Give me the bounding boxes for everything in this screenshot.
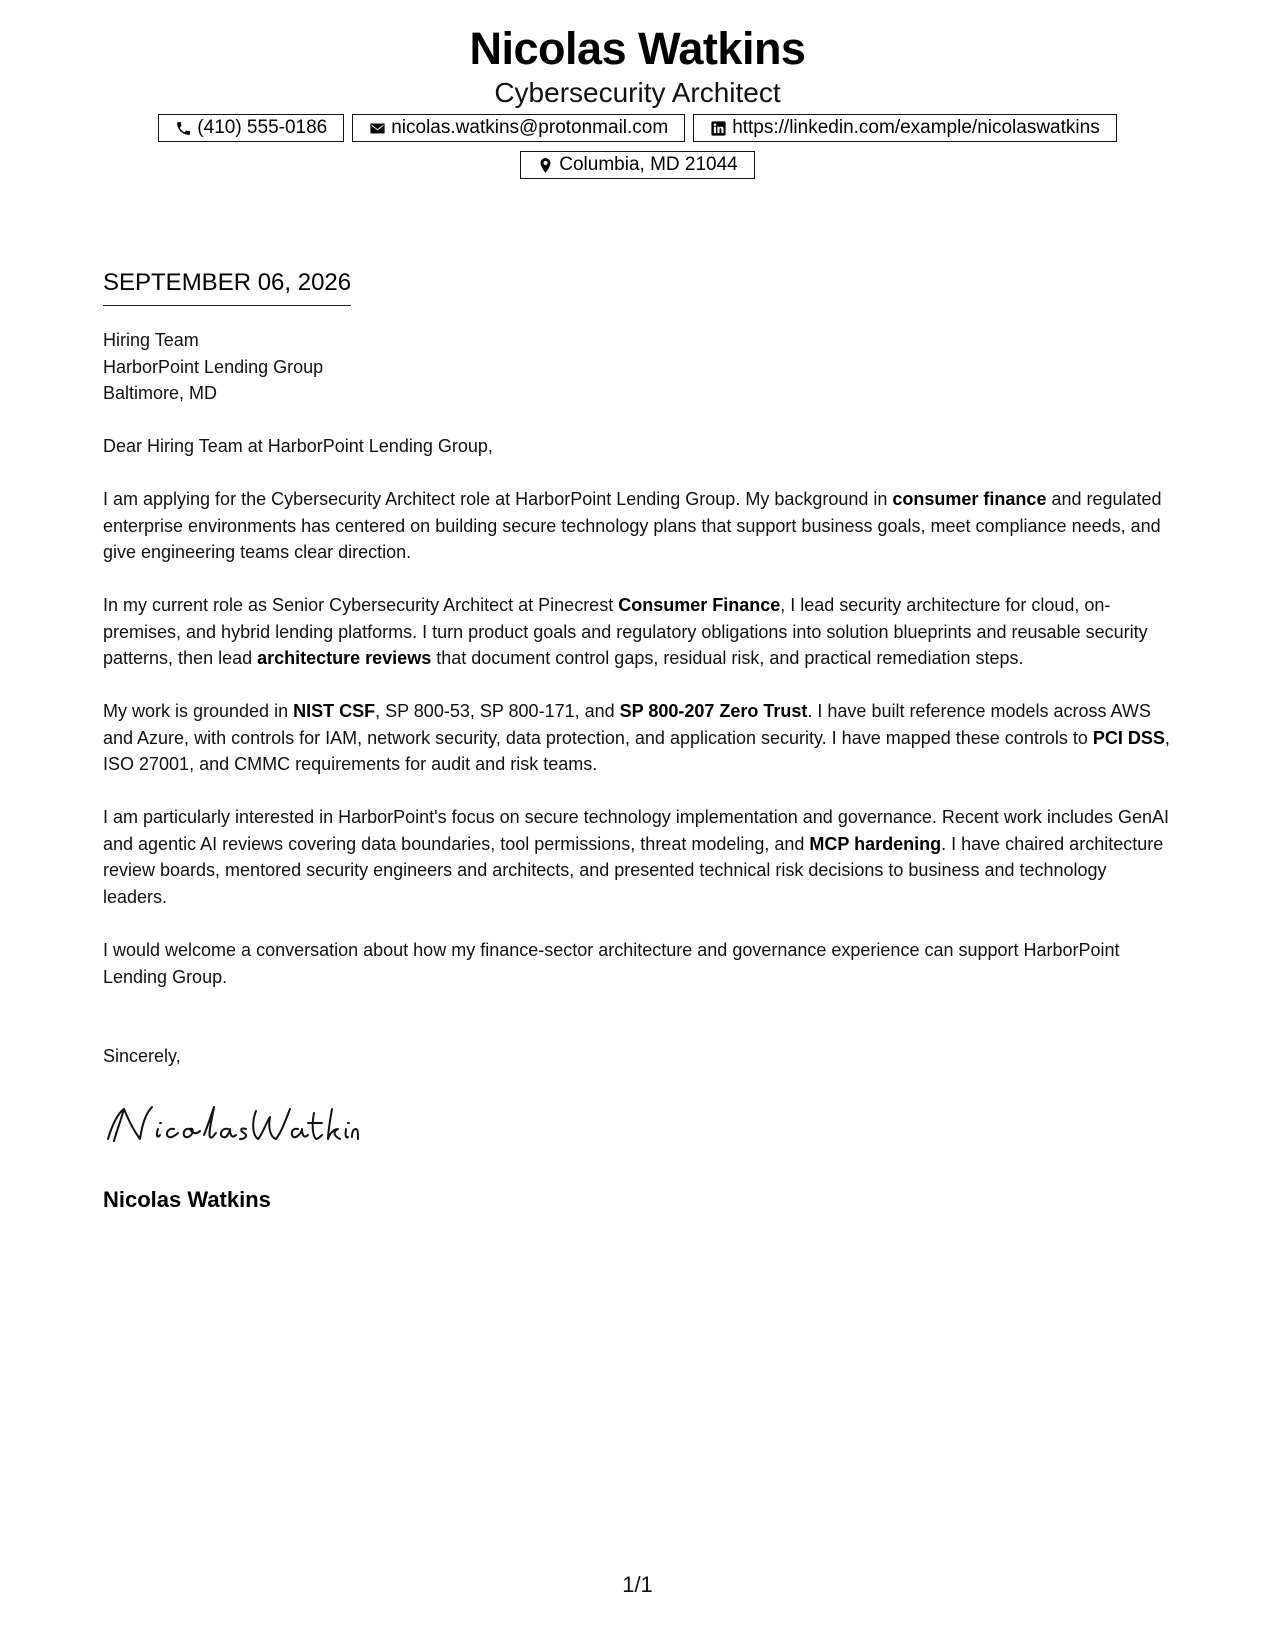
envelope-icon [369,120,386,137]
bold-phrase: architecture reviews [257,648,432,668]
bold-phrase: NIST CSF [293,701,376,721]
linkedin-icon [710,120,727,137]
signer-name: Nicolas Watkins [103,1187,271,1212]
text: . I have chaired architecture review boards, mentored security engineers and architects, and presented technical risk decisions to business and technology leaders. [103,833,1164,907]
text: I am particularly interested in HarborPoint's focus on secure technology implementation and governance. Recent work includes GenAI and agentic AI reviews covering data boundaries, tool permissions, threat modeling, and [103,807,1169,854]
text: , I lead security architecture for cloud, on-premises, and hybrid lending platforms. I turn product goals and regulatory obligations into solution blueprints and reusable security patterns, then lead [103,595,1148,668]
closing: Sincerely, [103,1046,181,1066]
phone-number: (410) 555-0186 [197,117,328,138]
email-address: nicolas.watkins@protonmail.com [391,117,669,138]
bold-phrase: PCI DSS [1092,727,1165,748]
text: . I have built reference models across AWS and Azure, with controls for IAM, network security, data protection, and application security. I have mapped these controls to [103,701,1151,748]
applicant-name: Nicolas Watkins [469,23,806,74]
letter-date: SEPTEMBER 06, 2026 [103,268,351,306]
email-contact[interactable] [352,114,685,142]
text: I am applying for the Cybersecurity Architect role at HarborPoint Lending Group. My background in [103,489,893,509]
text: , SP 800-53, SP 800-171, and [375,701,620,721]
text: I would welcome a conversation about how my finance-sector architecture and governance experience can support HarborPoint Lending Group. [103,940,1120,987]
paragraph-2 [103,592,1173,672]
text: In my current role as Senior Cybersecurity Architect at Pinecrest [103,595,619,615]
page-number: 1/1 [622,1572,653,1597]
bold-phrase: consumer finance [892,489,1047,509]
text: My work is grounded in [103,701,294,721]
letter-header [0,22,1275,110]
text: that document control gaps, residual risk, and practical remediation steps. [431,648,1024,668]
linkedin-contact[interactable] [693,114,1117,142]
phone-icon [175,120,192,137]
bold-phrase: MCP hardening [809,833,942,854]
recipient-company: HarborPoint Lending Group [103,356,324,377]
contact-row [0,114,1275,142]
applicant-title: Cybersecurity Architect [494,77,781,108]
map-marker-icon [537,157,554,174]
recipient-location: Baltimore, MD [103,383,218,403]
contact-row-2 [0,151,1275,179]
paragraph-3 [103,698,1173,778]
recipient-block [103,327,1173,407]
bold-phrase: Consumer Finance [618,595,781,615]
paragraph-1 [103,486,1173,566]
location-contact [520,151,754,179]
handwritten-signature [100,1095,360,1160]
bold-phrase: SP 800-207 Zero Trust [619,701,808,721]
text: and regulated enterprise environments has centered on building secure technology plans that support business goals, meet compliance needs, and give engineering teams clear direction. [103,489,1162,562]
salutation: Dear Hiring Team at HarborPoint Lending Group, [103,436,493,456]
text: , ISO 27001, and CMMC requirements for audit and risk teams. [103,727,1170,774]
paragraph-5 [103,937,1173,990]
location-text: Columbia, MD 21044 [559,154,738,175]
phone-contact[interactable] [158,114,344,142]
linkedin-url: https://linkedin.com/example/nicolaswatkins [732,117,1100,138]
paragraph-4 [103,804,1173,910]
recipient-line: Hiring Team [103,330,199,350]
